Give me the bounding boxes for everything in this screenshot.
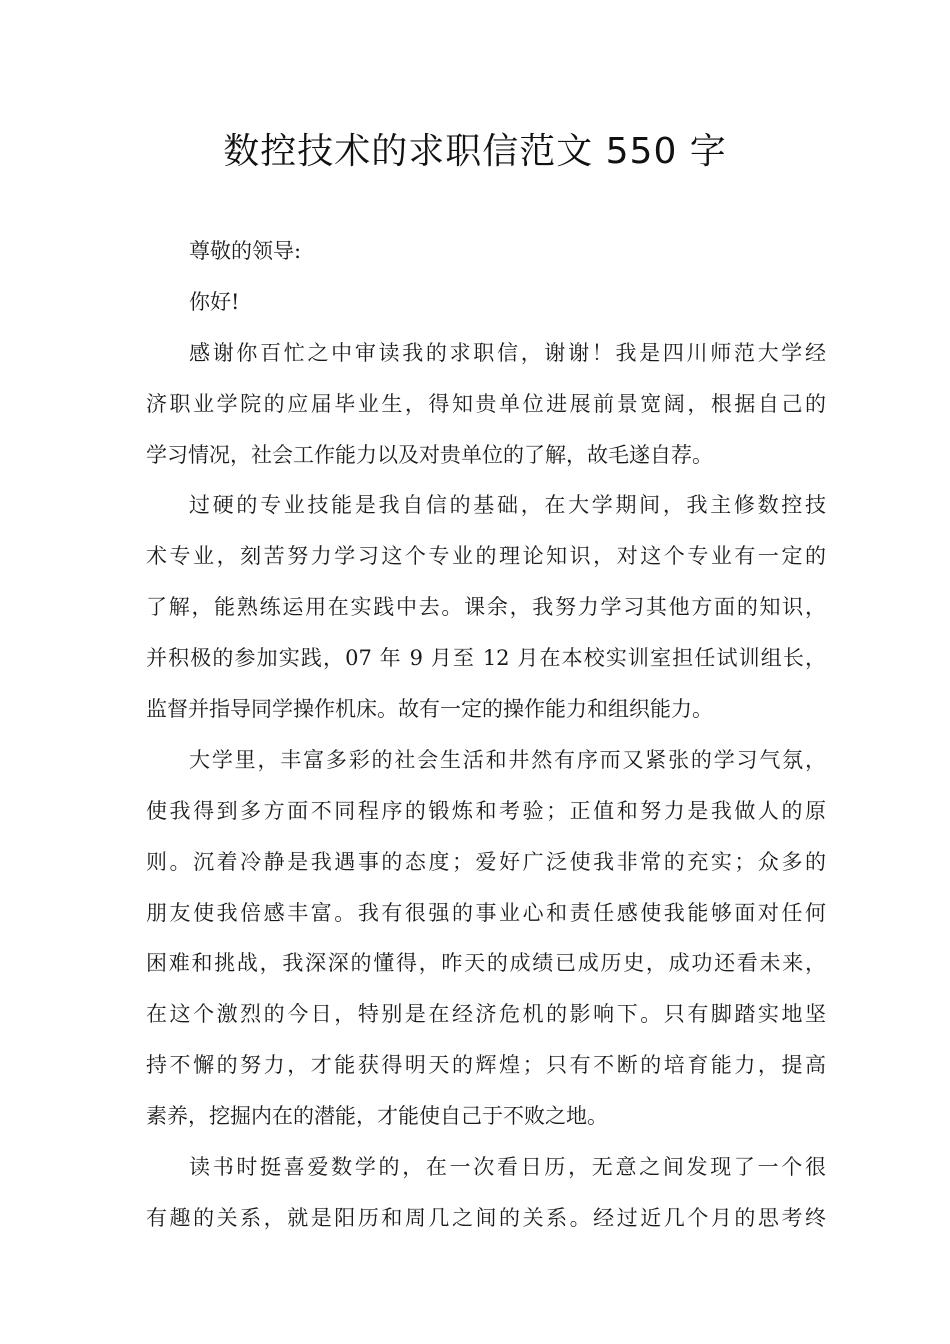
text-line: 你好! <box>189 289 240 314</box>
text-line: 并积极的参加实践，07 年 9 月至 12 月在本校实训室担任试训组长， <box>146 646 826 671</box>
text-line: 持不懈的努力，才能获得明天的辉煌；只有不断的培育能力，提高 <box>146 1053 826 1078</box>
text-line: 素养，挖掘内在的潜能，才能使自己于不败之地。 <box>146 1104 608 1129</box>
text-line: 尊敬的领导: <box>189 239 302 263</box>
document-body <box>146 226 826 1244</box>
text-line: 了解，能熟练运用在实践中去。课余，我努力学习其他方面的知识， <box>146 595 826 620</box>
text-line: 学习情况，社会工作能力以及对贵单位的了解，故毛遂自荐。 <box>146 442 713 467</box>
text-line: 感谢你百忙之中审读我的求职信，谢谢！我是四川师范大学经 <box>189 340 826 365</box>
text-line: 监督并指导同学操作机床。故有一定的操作能力和组织能力。 <box>146 697 713 722</box>
text-line: 大学里，丰富多彩的社会生活和井然有序而又紧张的学习气氛， <box>189 747 826 772</box>
text-line: 则。沉着冷静是我遇事的态度；爱好广泛使我非常的充实；众多的 <box>146 849 826 874</box>
text-line: 读书时挺喜爱数学的，在一次看日历，无意之间发现了一个很 <box>189 1155 826 1180</box>
document-title: 数控技术的求职信范文 550 字 <box>223 131 727 172</box>
text-line: 朋友使我倍感丰富。我有很强的事业心和责任感使我能够面对任何 <box>146 900 826 925</box>
text-line: 在这个激烈的今日，特别是在经济危机的影响下。只有脚踏实地坚 <box>146 1002 826 1027</box>
text-line: 术专业，刻苦努力学习这个专业的理论知识，对这个专业有一定的 <box>146 544 826 569</box>
text-line: 济职业学院的应届毕业生，得知贵单位进展前景宽阔，根据自己的 <box>146 391 826 416</box>
text-line: 有趣的关系，就是阳历和周几之间的关系。经过近几个月的思考终 <box>146 1205 826 1230</box>
text-line: 过硬的专业技能是我自信的基础，在大学期间，我主修数控技 <box>189 493 826 518</box>
text-line: 使我得到多方面不同程序的锻炼和考验；正值和努力是我做人的原 <box>146 798 826 823</box>
text-line: 困难和挑战，我深深的懂得，昨天的成绩已成历史，成功还看未来， <box>146 951 826 976</box>
